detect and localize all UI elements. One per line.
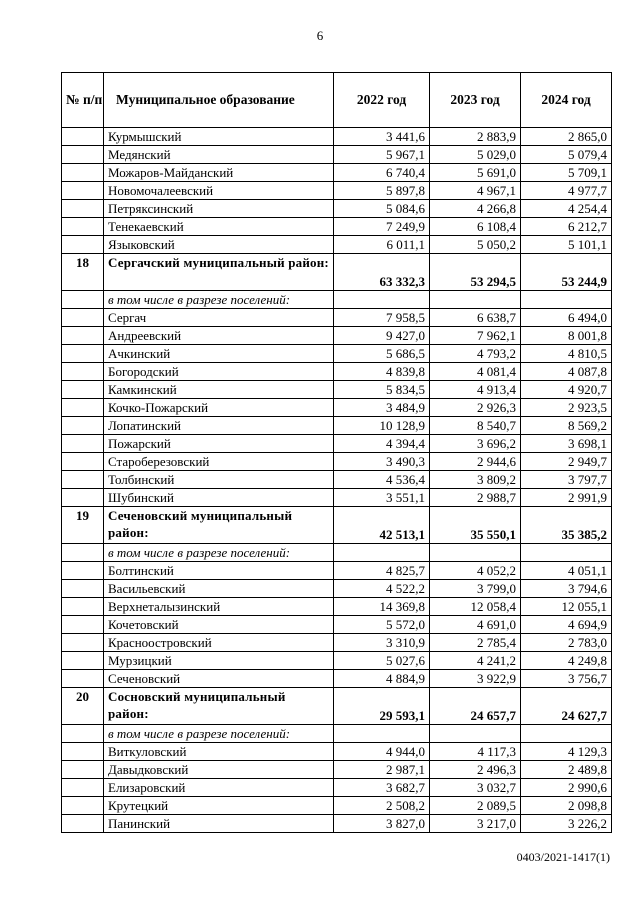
- row-number-cell: [62, 128, 104, 146]
- table-row: [62, 652, 612, 670]
- subheader-row: [62, 725, 612, 743]
- value-2024-cell: 3 226,2: [521, 815, 612, 833]
- municipality-name-cell: Ачкинский: [104, 345, 334, 363]
- value-2023-cell: 3 922,9: [430, 670, 521, 688]
- value-2022-cell: 5 084,6: [334, 200, 430, 218]
- col-header-municipality: Муниципальное образование: [104, 73, 334, 128]
- subheader-row: [62, 291, 612, 309]
- table-row: [62, 435, 612, 453]
- row-number-cell: 19: [62, 507, 104, 544]
- col-header-2024: 2024 год: [521, 73, 612, 128]
- municipality-name-cell: Тенекаевский: [104, 218, 334, 236]
- value-2024-cell: 2 865,0: [521, 128, 612, 146]
- value-2022-cell: 4 839,8: [334, 363, 430, 381]
- value-2022-cell: 4 884,9: [334, 670, 430, 688]
- municipality-name-cell: Васильевский: [104, 580, 334, 598]
- value-2022-cell: 4 522,2: [334, 580, 430, 598]
- value-2022-cell: 14 369,8: [334, 598, 430, 616]
- table-row: [62, 761, 612, 779]
- table-row: [62, 743, 612, 761]
- table-row: [62, 797, 612, 815]
- table-row: [62, 417, 612, 435]
- value-2023-cell: 2 089,5: [430, 797, 521, 815]
- table-row: [62, 489, 612, 507]
- row-number-cell: [62, 562, 104, 580]
- table-row: [62, 399, 612, 417]
- value-2022-cell: 2 987,1: [334, 761, 430, 779]
- value-2024-cell: [521, 291, 612, 309]
- value-2024-cell: 12 055,1: [521, 598, 612, 616]
- table-row: [62, 580, 612, 598]
- row-number-cell: [62, 779, 104, 797]
- table-row: [62, 815, 612, 833]
- municipality-name-cell: в том числе в разрезе поселений:: [104, 291, 334, 309]
- municipality-name-cell: Елизаровский: [104, 779, 334, 797]
- municipality-name-cell: в том числе в разрезе поселений:: [104, 725, 334, 743]
- row-number-cell: [62, 743, 104, 761]
- value-2024-cell: 4 920,7: [521, 381, 612, 399]
- value-2024-cell: 8 001,8: [521, 327, 612, 345]
- municipality-name-cell: Панинский: [104, 815, 334, 833]
- municipality-name-cell: Верхнеталызинский: [104, 598, 334, 616]
- value-2022-cell: 7 958,5: [334, 309, 430, 327]
- row-number-cell: 20: [62, 688, 104, 725]
- municipality-name-cell: Давыдковский: [104, 761, 334, 779]
- table-row: [62, 182, 612, 200]
- value-2024-cell: 2 489,8: [521, 761, 612, 779]
- row-number-cell: [62, 797, 104, 815]
- value-2023-cell: 4 967,1: [430, 182, 521, 200]
- value-2022-cell: 5 967,1: [334, 146, 430, 164]
- table-row: [62, 670, 612, 688]
- value-2023-cell: 2 785,4: [430, 634, 521, 652]
- municipality-name-cell: Камкинский: [104, 381, 334, 399]
- row-number-cell: [62, 236, 104, 254]
- value-2024-cell: 4 087,8: [521, 363, 612, 381]
- value-2024-cell: 4 051,1: [521, 562, 612, 580]
- value-2022-cell: 7 249,9: [334, 218, 430, 236]
- municipality-name-cell: Болтинский: [104, 562, 334, 580]
- row-number-cell: [62, 598, 104, 616]
- table-row: [62, 453, 612, 471]
- value-2023-cell: 3 217,0: [430, 815, 521, 833]
- value-2022-cell: 5 897,8: [334, 182, 430, 200]
- value-2024-cell: 4 129,3: [521, 743, 612, 761]
- value-2024-cell: 3 698,1: [521, 435, 612, 453]
- row-number-cell: [62, 453, 104, 471]
- row-number-cell: [62, 761, 104, 779]
- value-2024-cell: 4 810,5: [521, 345, 612, 363]
- value-2024-cell: 53 244,9: [521, 254, 612, 291]
- row-number-cell: [62, 164, 104, 182]
- table-row: [62, 779, 612, 797]
- row-number-cell: [62, 291, 104, 309]
- municipality-name-cell: Шубинский: [104, 489, 334, 507]
- value-2022-cell: [334, 725, 430, 743]
- col-header-2023: 2023 год: [430, 73, 521, 128]
- municipality-name-cell: Лопатинский: [104, 417, 334, 435]
- value-2022-cell: [334, 291, 430, 309]
- value-2022-cell: 10 128,9: [334, 417, 430, 435]
- table-row: [62, 146, 612, 164]
- municipality-name-cell: Сергач: [104, 309, 334, 327]
- district-row: [62, 507, 612, 544]
- row-number-cell: 18: [62, 254, 104, 291]
- value-2023-cell: 4 913,4: [430, 381, 521, 399]
- value-2023-cell: 2 988,7: [430, 489, 521, 507]
- row-number-cell: [62, 363, 104, 381]
- table-header-row: [62, 73, 612, 128]
- municipality-name-cell: Петряксинский: [104, 200, 334, 218]
- table-row: [62, 327, 612, 345]
- municipality-name-cell: Медянский: [104, 146, 334, 164]
- municipality-name-cell: Кочко-Пожарский: [104, 399, 334, 417]
- page-number: 6: [316, 28, 324, 43]
- value-2023-cell: 24 657,7: [430, 688, 521, 725]
- value-2023-cell: 4 266,8: [430, 200, 521, 218]
- col-header-number: № п/п: [62, 73, 104, 128]
- value-2024-cell: 4 694,9: [521, 616, 612, 634]
- value-2023-cell: 2 883,9: [430, 128, 521, 146]
- value-2023-cell: 2 944,6: [430, 453, 521, 471]
- municipality-name-cell: Сергачский муниципальный район:: [104, 254, 334, 291]
- value-2024-cell: 24 627,7: [521, 688, 612, 725]
- municipality-name-cell: Толбинский: [104, 471, 334, 489]
- table-row: [62, 128, 612, 146]
- table-row: [62, 345, 612, 363]
- municipality-name-cell: в том числе в разрезе поселений:: [104, 544, 334, 562]
- municipality-name-cell: Курмышский: [104, 128, 334, 146]
- value-2024-cell: 2 783,0: [521, 634, 612, 652]
- value-2024-cell: 5 709,1: [521, 164, 612, 182]
- table-row: [62, 598, 612, 616]
- value-2024-cell: 5 079,4: [521, 146, 612, 164]
- table-row: [62, 309, 612, 327]
- value-2024-cell: 4 977,7: [521, 182, 612, 200]
- value-2023-cell: 12 058,4: [430, 598, 521, 616]
- value-2024-cell: 2 098,8: [521, 797, 612, 815]
- municipality-name-cell: Красноостровский: [104, 634, 334, 652]
- table-row: [62, 236, 612, 254]
- value-2022-cell: 9 427,0: [334, 327, 430, 345]
- value-2023-cell: 53 294,5: [430, 254, 521, 291]
- district-row: [62, 688, 612, 725]
- row-number-cell: [62, 200, 104, 218]
- municipality-name-cell: Сеченовский муниципальный район:: [104, 507, 334, 544]
- table-body: [62, 128, 612, 833]
- municipality-name-cell: Пожарский: [104, 435, 334, 453]
- row-number-cell: [62, 489, 104, 507]
- municipality-name-cell: Мурзицкий: [104, 652, 334, 670]
- value-2022-cell: 6 011,1: [334, 236, 430, 254]
- value-2022-cell: 3 682,7: [334, 779, 430, 797]
- value-2023-cell: [430, 544, 521, 562]
- table-row: [62, 200, 612, 218]
- value-2023-cell: 7 962,1: [430, 327, 521, 345]
- value-2022-cell: 3 551,1: [334, 489, 430, 507]
- value-2024-cell: 4 249,8: [521, 652, 612, 670]
- table-row: [62, 218, 612, 236]
- table-row: [62, 381, 612, 399]
- row-number-cell: [62, 544, 104, 562]
- col-header-2022: 2022 год: [334, 73, 430, 128]
- value-2023-cell: 2 496,3: [430, 761, 521, 779]
- value-2023-cell: 6 638,7: [430, 309, 521, 327]
- value-2022-cell: 42 513,1: [334, 507, 430, 544]
- value-2024-cell: 3 797,7: [521, 471, 612, 489]
- row-number-cell: [62, 471, 104, 489]
- row-number-cell: [62, 616, 104, 634]
- row-number-cell: [62, 652, 104, 670]
- document-code: 0403/2021-1417(1): [516, 850, 610, 864]
- subheader-row: [62, 544, 612, 562]
- value-2024-cell: 4 254,4: [521, 200, 612, 218]
- municipality-name-cell: Крутецкий: [104, 797, 334, 815]
- value-2022-cell: 3 310,9: [334, 634, 430, 652]
- value-2023-cell: [430, 291, 521, 309]
- value-2023-cell: 6 108,4: [430, 218, 521, 236]
- municipality-name-cell: Языковский: [104, 236, 334, 254]
- table-row: [62, 634, 612, 652]
- municipality-name-cell: Кочетовский: [104, 616, 334, 634]
- municipality-name-cell: Сеченовский: [104, 670, 334, 688]
- value-2023-cell: 5 029,0: [430, 146, 521, 164]
- value-2024-cell: 35 385,2: [521, 507, 612, 544]
- row-number-cell: [62, 580, 104, 598]
- value-2023-cell: 4 241,2: [430, 652, 521, 670]
- value-2023-cell: 5 050,2: [430, 236, 521, 254]
- value-2024-cell: 8 569,2: [521, 417, 612, 435]
- row-number-cell: [62, 309, 104, 327]
- value-2022-cell: 63 332,3: [334, 254, 430, 291]
- row-number-cell: [62, 182, 104, 200]
- row-number-cell: [62, 670, 104, 688]
- value-2024-cell: 6 212,7: [521, 218, 612, 236]
- value-2024-cell: 2 923,5: [521, 399, 612, 417]
- row-number-cell: [62, 435, 104, 453]
- value-2023-cell: 2 926,3: [430, 399, 521, 417]
- value-2023-cell: 3 696,2: [430, 435, 521, 453]
- value-2023-cell: 5 691,0: [430, 164, 521, 182]
- value-2024-cell: 3 756,7: [521, 670, 612, 688]
- municipality-name-cell: Виткуловский: [104, 743, 334, 761]
- value-2023-cell: 4 052,2: [430, 562, 521, 580]
- value-2022-cell: 3 490,3: [334, 453, 430, 471]
- budget-table: [61, 72, 612, 833]
- value-2022-cell: 3 484,9: [334, 399, 430, 417]
- value-2023-cell: 4 691,0: [430, 616, 521, 634]
- value-2023-cell: 3 799,0: [430, 580, 521, 598]
- table-row: [62, 471, 612, 489]
- value-2024-cell: 3 794,6: [521, 580, 612, 598]
- value-2024-cell: [521, 544, 612, 562]
- value-2023-cell: 3 809,2: [430, 471, 521, 489]
- value-2022-cell: [334, 544, 430, 562]
- value-2022-cell: 3 827,0: [334, 815, 430, 833]
- value-2022-cell: 4 944,0: [334, 743, 430, 761]
- value-2024-cell: [521, 725, 612, 743]
- table-row: [62, 616, 612, 634]
- value-2024-cell: 2 990,6: [521, 779, 612, 797]
- row-number-cell: [62, 327, 104, 345]
- municipality-name-cell: Староберезовский: [104, 453, 334, 471]
- value-2023-cell: 4 081,4: [430, 363, 521, 381]
- municipality-name-cell: Андреевский: [104, 327, 334, 345]
- value-2022-cell: 5 572,0: [334, 616, 430, 634]
- value-2022-cell: 5 686,5: [334, 345, 430, 363]
- district-row: [62, 254, 612, 291]
- row-number-cell: [62, 725, 104, 743]
- value-2022-cell: 4 394,4: [334, 435, 430, 453]
- row-number-cell: [62, 345, 104, 363]
- value-2023-cell: [430, 725, 521, 743]
- value-2022-cell: 5 027,6: [334, 652, 430, 670]
- value-2024-cell: 2 991,9: [521, 489, 612, 507]
- value-2023-cell: 8 540,7: [430, 417, 521, 435]
- row-number-cell: [62, 417, 104, 435]
- table-row: [62, 562, 612, 580]
- row-number-cell: [62, 146, 104, 164]
- table-row: [62, 363, 612, 381]
- value-2023-cell: 35 550,1: [430, 507, 521, 544]
- value-2022-cell: 29 593,1: [334, 688, 430, 725]
- row-number-cell: [62, 381, 104, 399]
- value-2022-cell: 4 825,7: [334, 562, 430, 580]
- value-2023-cell: 4 117,3: [430, 743, 521, 761]
- municipality-name-cell: Можаров-Майданский: [104, 164, 334, 182]
- municipality-name-cell: Новомочалеевский: [104, 182, 334, 200]
- value-2023-cell: 3 032,7: [430, 779, 521, 797]
- value-2022-cell: 3 441,6: [334, 128, 430, 146]
- value-2022-cell: 6 740,4: [334, 164, 430, 182]
- value-2024-cell: 2 949,7: [521, 453, 612, 471]
- value-2022-cell: 2 508,2: [334, 797, 430, 815]
- row-number-cell: [62, 399, 104, 417]
- municipality-name-cell: Сосновский муниципальный район:: [104, 688, 334, 725]
- row-number-cell: [62, 218, 104, 236]
- value-2022-cell: 4 536,4: [334, 471, 430, 489]
- table-row: [62, 164, 612, 182]
- row-number-cell: [62, 815, 104, 833]
- value-2024-cell: 6 494,0: [521, 309, 612, 327]
- value-2024-cell: 5 101,1: [521, 236, 612, 254]
- value-2022-cell: 5 834,5: [334, 381, 430, 399]
- value-2023-cell: 4 793,2: [430, 345, 521, 363]
- municipality-name-cell: Богородский: [104, 363, 334, 381]
- row-number-cell: [62, 634, 104, 652]
